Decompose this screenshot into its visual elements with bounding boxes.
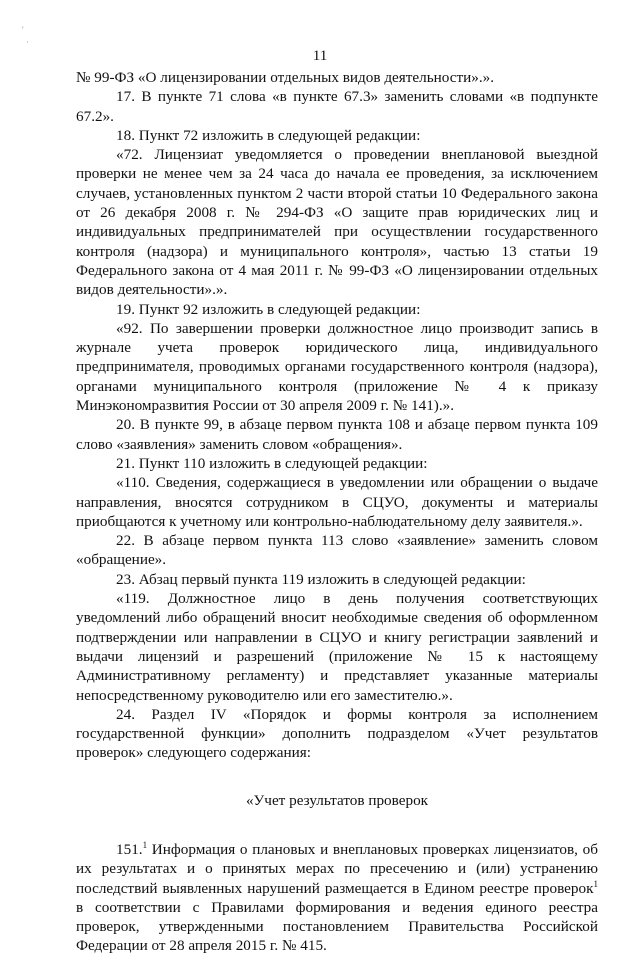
paragraph: «92. По завершении проверки должностное лицо производит запись в журнале учета проверок юридического лица, индивидуального предпринимателя, проводимых органами государственного контроля (надзора), органами муниципального контроля (приложение № 4 к приказу Минэкономразвития России от 30 апреля 2009 г. № 141).». <box>76 319 598 415</box>
paragraph: «119. Должностное лицо в день получения соответствующих уведомлений либо обращений вносит необходимые сведения об оформленном подтверждении или направлении в СЦУО и книгу регистрации заявлений и выдачи лицензий и разрешений (приложение № 15 к настоящему Административному регламенту) и представляет указанные материалы непосредственному руководителю или его заместителю.». <box>76 590 598 704</box>
paragraph-text: в соответствии с Правилами формирования и ведения единого реестра проверок, утвержденными постановлением Правительства Российской Федерации от 28 апреля 2015 г. № 415. <box>76 898 598 955</box>
paragraph: № 99-ФЗ «О лицензировании отдельных видов деятельности».». <box>76 69 495 86</box>
paragraph-number: 151. <box>116 840 143 858</box>
section-title: «Учет результатов проверок <box>245 791 429 809</box>
paragraph: 24. Раздел IV «Порядок и формы контроля за исполнением государственной функции» дополнить подразделом «Учет результатов проверок» следующего содержания: <box>76 705 598 762</box>
page-number: 11 <box>312 47 328 64</box>
paragraph: 23. Абзац первый пункта 119 изложить в следующей редакции: <box>116 570 526 588</box>
paragraph: 17. В пункте 71 слова «в пункте 67.3» заменить словами «в подпункте 67.2». <box>76 88 598 125</box>
paragraph: «110. Сведения, содержащиеся в уведомлении или обращении о выдаче направления, вносятся сотрудником в СЦУО, документы и материалы приобщаются к учетному или контрольно-наблюдательному делу заявителя.». <box>76 474 598 530</box>
paragraph: 18. Пункт 72 изложить в следующей редакции: <box>116 126 421 144</box>
superscript: 1 <box>142 839 148 850</box>
paragraph: 20. В пункте 99, в абзаце первом пункта 108 и абзаце первом пункта 109 слово «заявления» заменить словом «обращения». <box>76 416 598 453</box>
paragraph-text: Информация о плановых и внеплановых проверках лицензиатов, об их результатах и о принятых мерах по пресечению и (или) устранению последствий выявленных нарушений размещается в Едином реестре проверок <box>76 840 598 897</box>
document-body <box>76 68 598 956</box>
paragraph-151-1 <box>76 840 598 956</box>
paragraph: «72. Лицензиат уведомляется о проведении внеплановой выездной проверки не менее чем за 24 часа до начала ее проведения, за исключением случаев, установленных пунктом 2 части второй статьи 10 Федерального закона от 26 декабря 2008 г. № 294-ФЗ «О защите прав юридических лиц и индивидуальных предпринимателей при осуществлении государственного контроля (надзора) и муниципального контроля», частью 13 статьи 19 Федерального закона от 4 мая 2011 г. № 99-ФЗ «О лицензировании отдельных видов деятельности».». <box>76 146 598 299</box>
paragraph: 19. Пункт 92 изложить в следующей редакции: <box>116 300 421 318</box>
footnote-ref: 1 <box>593 878 598 889</box>
scan-speck: · <box>26 37 29 47</box>
paragraph: 22. В абзаце первом пункта 113 слово «заявление» заменить словом «обращение». <box>76 532 598 569</box>
scan-speck: ' <box>22 25 24 35</box>
paragraph: 21. Пункт 110 изложить в следующей редакции: <box>116 454 428 472</box>
